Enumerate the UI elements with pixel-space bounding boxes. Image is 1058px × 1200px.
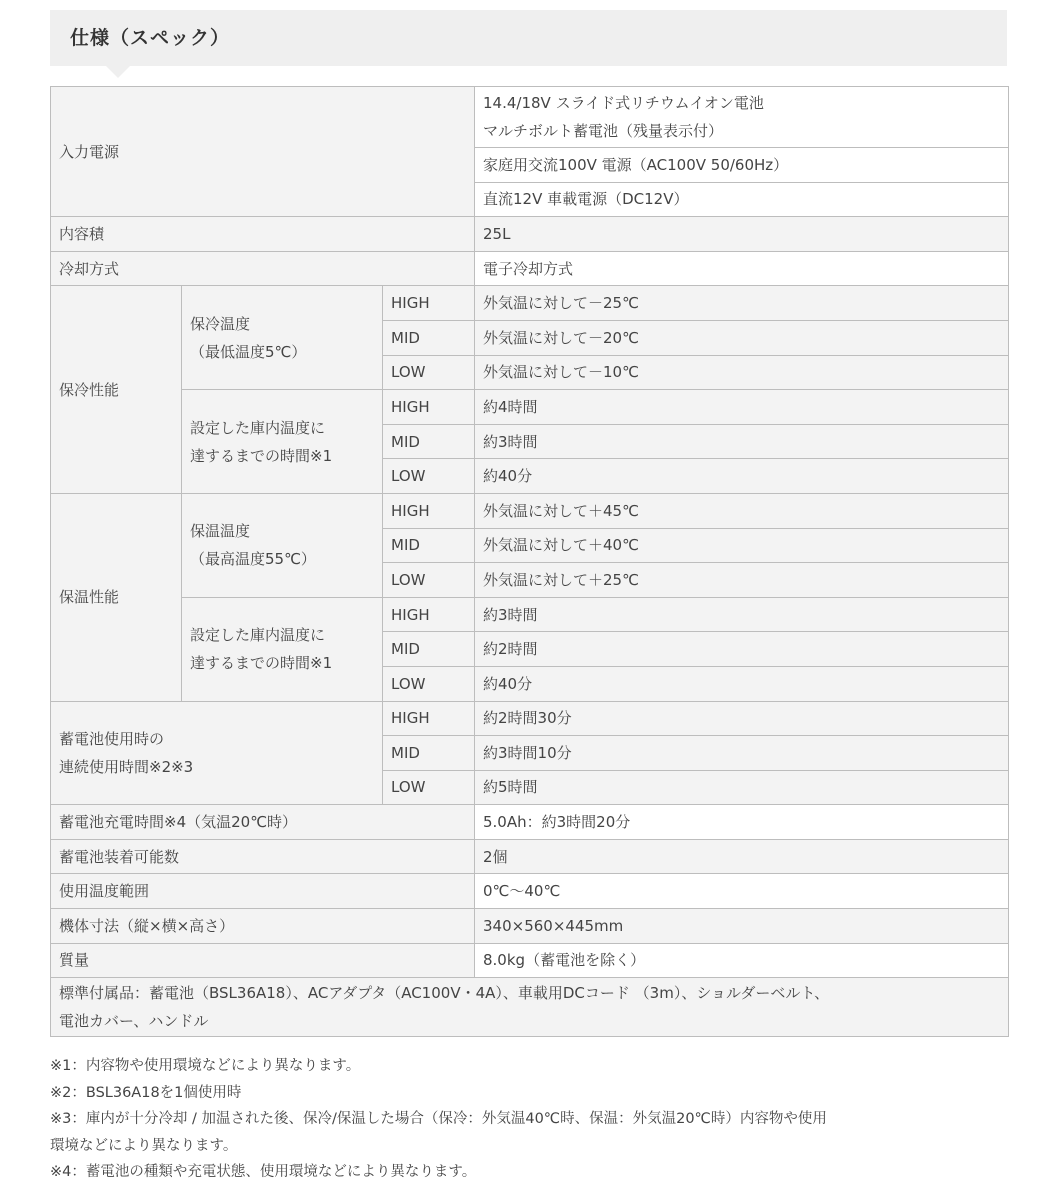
warm-performance-label: 保温性能 (51, 493, 182, 701)
capacity-label: 内容積 (51, 217, 475, 252)
cooling-method-value: 電子冷却方式 (475, 251, 1009, 286)
mode-value: 約2時間 (475, 632, 1009, 667)
mode-label: LOW (383, 666, 475, 701)
mode-label: MID (383, 320, 475, 355)
table-row (51, 701, 1009, 736)
table-row (51, 217, 1009, 252)
table-row (51, 87, 1009, 148)
battery-slots-value: 2個 (475, 839, 1009, 874)
mode-label: MID (383, 424, 475, 459)
table-row (51, 943, 1009, 978)
footnote-3: ※3：庫内が十分冷却 / 加温された後、保冷/保温した場合（保冷：外気温40℃時、保温：外気温20℃時）内容物や使用 (50, 1111, 827, 1127)
input-power-battery: 14.4/18V スライド式リチウムイオン電池 マルチボルト蓄電池（残量表示付） (475, 87, 1009, 148)
mode-value: 外気温に対して＋25℃ (475, 563, 1009, 598)
cold-time-label: 設定した庫内温度に 達するまでの時間※1 (182, 390, 383, 494)
table-row (51, 390, 1009, 425)
table-row (51, 909, 1009, 944)
weight-value: 8.0kg（蓄電池を除く） (475, 943, 1009, 978)
footnote-4: ※4：蓄電池の種類や充電状態、使用環境などにより異なります。 (50, 1164, 477, 1180)
warm-time-label: 設定した庫内温度に 達するまでの時間※1 (182, 597, 383, 701)
mode-value: 外気温に対して－10℃ (475, 355, 1009, 390)
mode-label: LOW (383, 459, 475, 494)
dimensions-value: 340×560×445mm (475, 909, 1009, 944)
mode-label: HIGH (383, 701, 475, 736)
mode-label: HIGH (383, 286, 475, 321)
footnote-3-cont: 環境などにより異なります。 (50, 1137, 238, 1154)
mode-value: 外気温に対して－25℃ (475, 286, 1009, 321)
table-row (51, 597, 1009, 632)
mode-value: 約3時間 (475, 597, 1009, 632)
mode-label: LOW (383, 563, 475, 598)
mode-value: 外気温に対して＋45℃ (475, 493, 1009, 528)
operating-temp-value: 0℃～40℃ (475, 874, 1009, 909)
charge-time-label: 蓄電池充電時間※4（気温20℃時） (51, 805, 475, 840)
mode-value: 約4時間 (475, 390, 1009, 425)
header-notch (106, 66, 130, 78)
mode-label: LOW (383, 355, 475, 390)
mode-label: MID (383, 528, 475, 563)
table-row (51, 978, 1009, 1037)
input-power-dc: 直流12V 車載電源（DC12V） (475, 182, 1009, 217)
warm-temp-label: 保温温度 （最高温度55℃） (182, 493, 383, 597)
mode-value: 約2時間30分 (475, 701, 1009, 736)
footnote-2: ※2：BSL36A18を1個使用時 (50, 1084, 242, 1101)
mode-value: 約3時間10分 (475, 736, 1009, 771)
mode-label: MID (383, 632, 475, 667)
table-row (51, 251, 1009, 286)
table-row (51, 805, 1009, 840)
mode-label: LOW (383, 770, 475, 805)
capacity-value: 25L (475, 217, 1009, 252)
mode-label: HIGH (383, 597, 475, 632)
table-row (51, 286, 1009, 321)
section-header (50, 10, 1007, 66)
mode-value: 外気温に対して－20℃ (475, 320, 1009, 355)
mode-value: 外気温に対して＋40℃ (475, 528, 1009, 563)
operating-temp-label: 使用温度範囲 (51, 874, 475, 909)
mode-label: MID (383, 736, 475, 771)
continuous-use-label: 蓄電池使用時の 連続使用時間※2※3 (51, 701, 383, 805)
weight-label: 質量 (51, 943, 475, 978)
mode-value: 約40分 (475, 666, 1009, 701)
input-power-ac: 家庭用交流100V 電源（AC100V 50/60Hz） (475, 148, 1009, 183)
dimensions-label: 機体寸法（縦×横×高さ） (51, 909, 475, 944)
table-row (51, 874, 1009, 909)
footnotes (50, 1053, 1010, 1186)
mode-value: 約5時間 (475, 770, 1009, 805)
cold-temp-label: 保冷温度 （最低温度5℃） (182, 286, 383, 390)
mode-value: 約40分 (475, 459, 1009, 494)
spec-table (50, 86, 1009, 1037)
mode-value: 約3時間 (475, 424, 1009, 459)
footnote-1: ※1：内容物や使用環境などにより異なります。 (50, 1058, 361, 1074)
page-title: 仕様（スペック） (70, 27, 231, 49)
mode-label: HIGH (383, 390, 475, 425)
table-row (51, 493, 1009, 528)
battery-slots-label: 蓄電池装着可能数 (51, 839, 475, 874)
charge-time-value: 5.0Ah：約3時間20分 (475, 805, 1009, 840)
table-row (51, 839, 1009, 874)
mode-label: HIGH (383, 493, 475, 528)
input-power-label: 入力電源 (51, 87, 475, 217)
cold-performance-label: 保冷性能 (51, 286, 182, 494)
accessories: 標準付属品：蓄電池（BSL36A18）、ACアダプタ（AC100V・4A）、車載用DCコード （3m）、ショルダーベルト、 電池カバー、ハンドル (51, 978, 1009, 1037)
cooling-method-label: 冷却方式 (51, 251, 475, 286)
